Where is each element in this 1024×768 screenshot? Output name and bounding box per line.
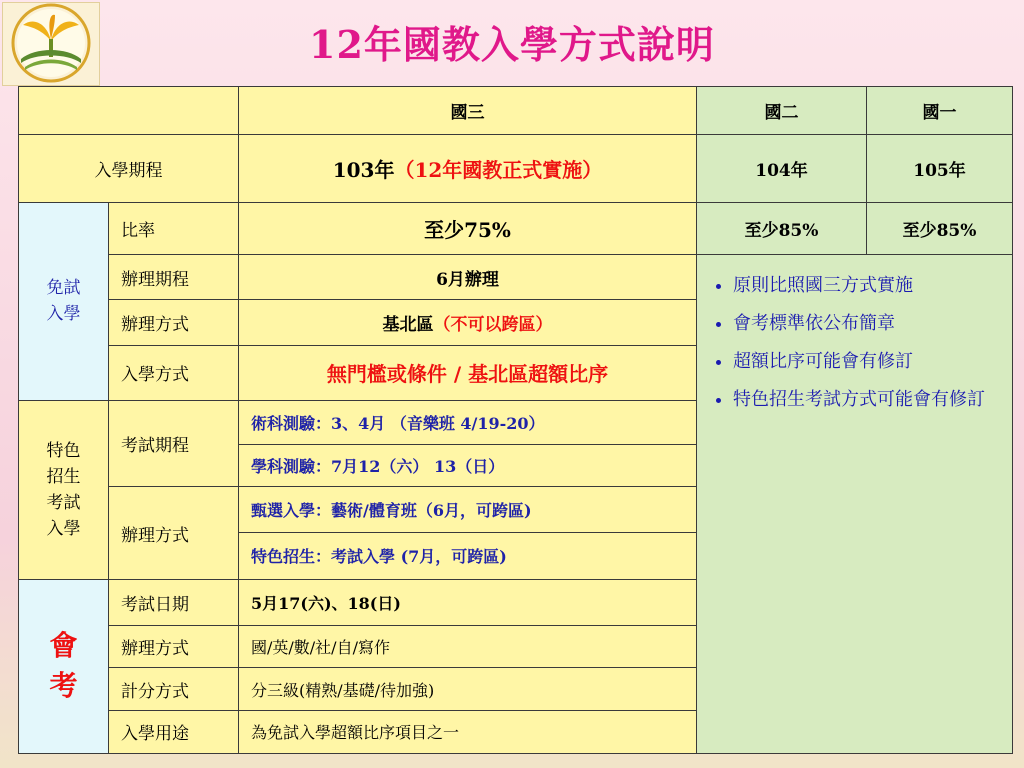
special-method-label: 辦理方式 [109,487,239,580]
huikao-score-label: 計分方式 [109,668,239,710]
special-method1: 甄選入學：藝術/體育班（6月，可跨區) [239,487,697,532]
special-section-label [19,400,109,579]
huikao-score-value: 分三級(精熟/基礎/待加強) [239,668,697,710]
exempt-method-note: （不可以跨區） [433,314,553,335]
exempt-rate-grade1: 至少85% [867,202,1013,254]
page-title: 12年國教入學方式說明 [309,22,715,67]
exempt-method-cell [239,300,697,345]
exempt-rate-grade3: 至少75% [239,202,697,254]
exempt-entry-label: 入學方式 [109,345,239,400]
huikao-method-value: 國/英/數/社/自/寫作 [239,626,697,668]
schedule-grade3-note: （12年國教正式實施） [394,157,603,182]
special-exam-label: 考試期程 [109,400,239,487]
special-exam2: 學科測驗：7月12（六） 13（日） [239,445,697,487]
exempt-method-label: 辦理方式 [109,300,239,345]
special-label: 特色招生考試入學 [46,440,81,539]
schedule-label: 入學期程 [19,135,239,202]
schedule-grade1: 105年 [867,135,1013,202]
header-grade3: 國三 [239,87,697,135]
huikao-label: 會考 [49,629,78,703]
exempt-rate-label: 比率 [109,202,239,254]
exempt-entry-value: 無門檻或條件 / 基北區超額比序 [239,345,697,400]
huikao-date-value: 5月17(六)、18(日) [239,579,697,625]
note-item: • 特色招生考試方式可能會有修訂 [733,381,1002,419]
exempt-rate-grade2: 至少85% [697,202,867,254]
note-item: • 原則比照國三方式實施 [733,267,1002,305]
exempt-method-value: 基北區 [382,314,434,335]
schedule-grade3-cell [239,135,697,202]
special-exam1: 術科測驗：3、4月 （音樂班 4/19-20） [239,400,697,444]
note-item: • 超額比序可能會有修訂 [733,343,1002,381]
note-item: • 會考標準依公布簡章 [733,305,1002,343]
special-method2: 特色招生：考試入學 (7月，可跨區) [239,532,697,579]
header-grade2: 國二 [697,87,867,135]
header-corner-cell [19,87,239,135]
notes-list [705,267,1002,419]
exempt-label: 免試入學 [46,278,81,325]
huikao-method-label: 辦理方式 [109,626,239,668]
huikao-use-label: 入學用途 [109,710,239,753]
schedule-row [19,135,1013,202]
schedule-grade2: 104年 [697,135,867,202]
schedule-grade3-year: 103年 [332,157,395,182]
admission-table [18,86,1013,754]
header-row [19,87,1013,135]
exempt-period-row [19,254,1013,299]
huikao-section-label [19,579,109,753]
exempt-period-value: 6月辦理 [239,254,697,299]
huikao-date-label: 考試日期 [109,579,239,625]
exempt-section-label [19,202,109,400]
header-grade1: 國一 [867,87,1013,135]
notes-cell [697,254,1013,753]
exempt-period-label: 辦理期程 [109,254,239,299]
huikao-use-value: 為免試入學超額比序項目之一 [239,710,697,753]
exempt-rate-row [19,202,1013,254]
